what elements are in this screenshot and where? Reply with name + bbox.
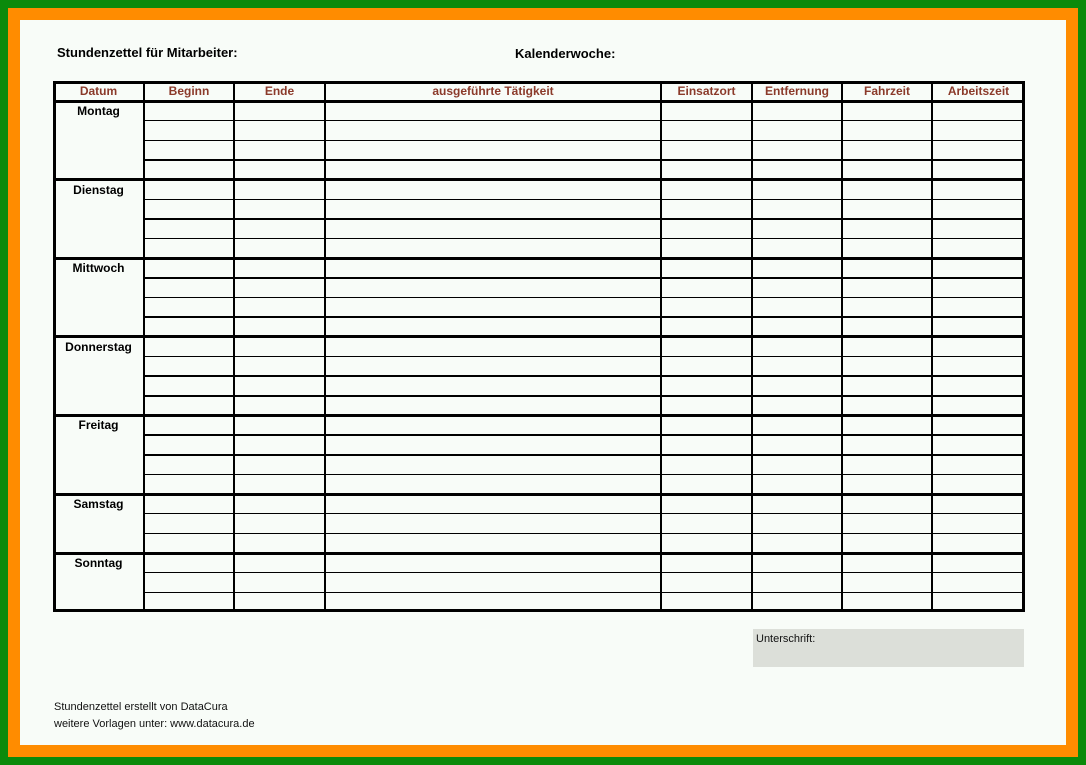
table-cell[interactable] bbox=[934, 555, 1023, 571]
table-cell[interactable] bbox=[754, 398, 840, 414]
table-cell[interactable] bbox=[236, 594, 323, 610]
timesheet-page bbox=[20, 20, 1066, 745]
table-cell[interactable] bbox=[236, 378, 323, 394]
table-cell[interactable] bbox=[663, 319, 750, 335]
table-cell[interactable] bbox=[236, 535, 323, 551]
table-cell[interactable] bbox=[663, 378, 750, 394]
table-cell[interactable] bbox=[236, 103, 323, 119]
table-cell[interactable] bbox=[844, 516, 930, 532]
table-cell[interactable] bbox=[146, 319, 232, 335]
table-cell[interactable] bbox=[236, 359, 323, 375]
table-cell[interactable] bbox=[146, 496, 232, 512]
table-cell[interactable] bbox=[754, 103, 840, 119]
table-cell[interactable] bbox=[663, 476, 750, 492]
table-cell[interactable] bbox=[844, 398, 930, 414]
table-cell[interactable] bbox=[327, 575, 659, 591]
table-cell[interactable] bbox=[236, 496, 323, 512]
table-cell[interactable] bbox=[754, 516, 840, 532]
row-divider bbox=[144, 474, 1025, 476]
row-divider bbox=[144, 592, 1025, 594]
column-divider bbox=[53, 81, 56, 612]
table-cell[interactable] bbox=[754, 260, 840, 276]
table-cell[interactable] bbox=[754, 555, 840, 571]
row-divider bbox=[144, 375, 1025, 377]
table-cell[interactable] bbox=[327, 476, 659, 492]
table-cell[interactable] bbox=[934, 457, 1023, 473]
table-cell[interactable] bbox=[934, 280, 1023, 296]
calendar-week-label: Kalenderwoche: bbox=[515, 46, 616, 61]
table-cell[interactable] bbox=[236, 182, 323, 198]
table-cell[interactable] bbox=[754, 437, 840, 453]
day-label-samstag: Samstag bbox=[73, 497, 124, 512]
day-label-sonntag: Sonntag bbox=[74, 556, 123, 571]
table-cell[interactable] bbox=[663, 457, 750, 473]
table-cell[interactable] bbox=[146, 398, 232, 414]
day-label-montag: Montag bbox=[77, 104, 120, 118]
row-divider bbox=[144, 199, 1025, 201]
table-cell[interactable] bbox=[146, 437, 232, 453]
timesheet-table bbox=[53, 81, 1025, 612]
table-cell[interactable] bbox=[146, 162, 232, 178]
table-cell[interactable] bbox=[327, 417, 659, 433]
day-label-donnerstag: Donnerstag bbox=[65, 339, 132, 354]
table-cell[interactable] bbox=[844, 182, 930, 198]
column-divider bbox=[143, 81, 145, 612]
table-cell[interactable] bbox=[663, 201, 750, 217]
table-cell[interactable] bbox=[844, 359, 930, 375]
table-cell[interactable] bbox=[844, 476, 930, 492]
table-cell[interactable] bbox=[236, 555, 323, 571]
table-cell[interactable] bbox=[844, 496, 930, 512]
table-cell[interactable] bbox=[934, 535, 1023, 551]
table-cell[interactable] bbox=[327, 457, 659, 473]
table-cell[interactable] bbox=[327, 378, 659, 394]
table-cell[interactable] bbox=[663, 103, 750, 119]
table-cell[interactable] bbox=[844, 457, 930, 473]
table-cell[interactable] bbox=[146, 555, 232, 571]
table-cell[interactable] bbox=[327, 359, 659, 375]
table-cell[interactable] bbox=[934, 594, 1023, 610]
table-cell[interactable] bbox=[663, 339, 750, 355]
table-cell[interactable] bbox=[327, 182, 659, 198]
table-cell[interactable] bbox=[327, 535, 659, 551]
table-cell[interactable] bbox=[844, 221, 930, 237]
table-cell[interactable] bbox=[663, 398, 750, 414]
column-header-fahrzeit: Fahrzeit bbox=[863, 84, 910, 98]
table-cell[interactable] bbox=[327, 123, 659, 139]
table-cell[interactable] bbox=[754, 280, 840, 296]
table-cell[interactable] bbox=[844, 201, 930, 217]
signature-field[interactable] bbox=[753, 629, 1024, 667]
table-cell[interactable] bbox=[663, 594, 750, 610]
table-cell[interactable] bbox=[934, 241, 1023, 257]
table-cell[interactable] bbox=[146, 241, 232, 257]
row-divider bbox=[144, 454, 1025, 456]
table-cell[interactable] bbox=[754, 575, 840, 591]
table-cell[interactable] bbox=[146, 201, 232, 217]
table-cell[interactable] bbox=[663, 221, 750, 237]
table-cell[interactable] bbox=[327, 496, 659, 512]
row-divider bbox=[144, 218, 1025, 220]
column-divider bbox=[233, 81, 235, 612]
table-cell[interactable] bbox=[663, 142, 750, 158]
table-cell[interactable] bbox=[146, 142, 232, 158]
table-cell[interactable] bbox=[844, 260, 930, 276]
table-cell[interactable] bbox=[934, 359, 1023, 375]
table-cell[interactable] bbox=[663, 535, 750, 551]
table-cell[interactable] bbox=[146, 417, 232, 433]
table-cell[interactable] bbox=[934, 417, 1023, 433]
table-cell[interactable] bbox=[663, 555, 750, 571]
table-cell[interactable] bbox=[236, 201, 323, 217]
table-cell[interactable] bbox=[663, 162, 750, 178]
footer-credit: Stundenzettel erstellt von DataCura bbox=[54, 701, 228, 713]
table-cell[interactable] bbox=[934, 378, 1023, 394]
table-cell[interactable] bbox=[663, 575, 750, 591]
table-cell[interactable] bbox=[236, 142, 323, 158]
table-cell[interactable] bbox=[663, 359, 750, 375]
table-cell[interactable] bbox=[236, 162, 323, 178]
table-cell[interactable] bbox=[327, 339, 659, 355]
table-cell[interactable] bbox=[844, 103, 930, 119]
table-cell[interactable] bbox=[934, 260, 1023, 276]
day-label-freitag: Freitag bbox=[78, 418, 119, 433]
table-cell[interactable] bbox=[754, 182, 840, 198]
column-divider bbox=[931, 81, 933, 612]
column-divider bbox=[751, 81, 753, 612]
table-cell[interactable] bbox=[663, 182, 750, 198]
table-cell[interactable] bbox=[327, 300, 659, 316]
table-cell[interactable] bbox=[327, 280, 659, 296]
table-cell[interactable] bbox=[236, 221, 323, 237]
table-cell[interactable] bbox=[844, 437, 930, 453]
table-cell[interactable] bbox=[844, 378, 930, 394]
table-cell[interactable] bbox=[844, 417, 930, 433]
table-cell[interactable] bbox=[934, 476, 1023, 492]
column-header-ausgeführte-tätigkeit: ausgeführte Tätigkeit bbox=[432, 84, 554, 98]
row-divider bbox=[144, 533, 1025, 535]
table-cell[interactable] bbox=[327, 162, 659, 178]
table-cell[interactable] bbox=[146, 300, 232, 316]
table-cell[interactable] bbox=[754, 142, 840, 158]
table-cell[interactable] bbox=[844, 339, 930, 355]
table-cell[interactable] bbox=[934, 300, 1023, 316]
footer-more-templates: weitere Vorlagen unter: www.datacura.de bbox=[54, 718, 255, 730]
table-cell[interactable] bbox=[236, 437, 323, 453]
table-cell[interactable] bbox=[934, 516, 1023, 532]
column-divider bbox=[1022, 81, 1025, 612]
table-cell[interactable] bbox=[754, 359, 840, 375]
table-cell[interactable] bbox=[754, 123, 840, 139]
table-cell[interactable] bbox=[663, 516, 750, 532]
table-cell[interactable] bbox=[236, 280, 323, 296]
table-cell[interactable] bbox=[663, 123, 750, 139]
table-cell[interactable] bbox=[146, 359, 232, 375]
row-divider bbox=[144, 159, 1025, 161]
table-cell[interactable] bbox=[754, 221, 840, 237]
table-cell[interactable] bbox=[844, 162, 930, 178]
table-cell[interactable] bbox=[934, 182, 1023, 198]
table-cell[interactable] bbox=[934, 103, 1023, 119]
row-divider bbox=[144, 238, 1025, 240]
table-cell[interactable] bbox=[236, 123, 323, 139]
column-divider bbox=[841, 81, 843, 612]
table-cell[interactable] bbox=[146, 535, 232, 551]
table-cell[interactable] bbox=[327, 319, 659, 335]
table-cell[interactable] bbox=[146, 280, 232, 296]
column-header-beginn: Beginn bbox=[168, 84, 210, 98]
table-cell[interactable] bbox=[146, 575, 232, 591]
row-divider bbox=[144, 356, 1025, 358]
row-divider bbox=[144, 297, 1025, 299]
table-cell[interactable] bbox=[663, 280, 750, 296]
table-cell[interactable] bbox=[327, 437, 659, 453]
table-cell[interactable] bbox=[844, 594, 930, 610]
column-header-datum: Datum bbox=[79, 84, 118, 98]
table-cell[interactable] bbox=[236, 476, 323, 492]
employee-label: Stundenzettel für Mitarbeiter: bbox=[57, 45, 238, 60]
table-cell[interactable] bbox=[663, 437, 750, 453]
column-header-einsatzort: Einsatzort bbox=[677, 84, 736, 98]
table-cell[interactable] bbox=[236, 575, 323, 591]
table-cell[interactable] bbox=[236, 339, 323, 355]
table-cell[interactable] bbox=[236, 300, 323, 316]
day-divider bbox=[53, 609, 1025, 612]
table-cell[interactable] bbox=[146, 103, 232, 119]
table-cell[interactable] bbox=[934, 437, 1023, 453]
table-cell[interactable] bbox=[754, 378, 840, 394]
table-cell[interactable] bbox=[754, 417, 840, 433]
table-cell[interactable] bbox=[663, 300, 750, 316]
column-header-entfernung: Entfernung bbox=[765, 84, 829, 98]
table-cell[interactable] bbox=[754, 476, 840, 492]
column-header-ende: Ende bbox=[264, 84, 295, 98]
table-cell[interactable] bbox=[146, 476, 232, 492]
table-cell[interactable] bbox=[327, 103, 659, 119]
row-divider bbox=[144, 140, 1025, 142]
row-divider bbox=[144, 277, 1025, 279]
table-cell[interactable] bbox=[327, 398, 659, 414]
table-cell[interactable] bbox=[844, 319, 930, 335]
column-divider bbox=[660, 81, 662, 612]
table-cell[interactable] bbox=[663, 417, 750, 433]
table-cell[interactable] bbox=[327, 221, 659, 237]
table-cell[interactable] bbox=[754, 594, 840, 610]
table-cell[interactable] bbox=[754, 339, 840, 355]
table-cell[interactable] bbox=[844, 241, 930, 257]
table-cell[interactable] bbox=[844, 535, 930, 551]
table-cell[interactable] bbox=[934, 123, 1023, 139]
table-cell[interactable] bbox=[146, 221, 232, 237]
row-divider bbox=[144, 434, 1025, 436]
table-cell[interactable] bbox=[934, 221, 1023, 237]
table-cell[interactable] bbox=[844, 575, 930, 591]
table-cell[interactable] bbox=[327, 555, 659, 571]
table-cell[interactable] bbox=[327, 142, 659, 158]
row-divider bbox=[144, 316, 1025, 318]
row-divider bbox=[144, 395, 1025, 397]
table-cell[interactable] bbox=[146, 516, 232, 532]
table-cell[interactable] bbox=[754, 319, 840, 335]
column-divider bbox=[324, 81, 326, 612]
table-cell[interactable] bbox=[327, 594, 659, 610]
row-divider bbox=[144, 513, 1025, 515]
table-cell[interactable] bbox=[236, 260, 323, 276]
table-cell[interactable] bbox=[844, 300, 930, 316]
table-cell[interactable] bbox=[327, 201, 659, 217]
table-cell[interactable] bbox=[754, 457, 840, 473]
table-cell[interactable] bbox=[663, 241, 750, 257]
table-cell[interactable] bbox=[844, 142, 930, 158]
table-cell[interactable] bbox=[146, 594, 232, 610]
table-cell[interactable] bbox=[934, 496, 1023, 512]
table-cell[interactable] bbox=[934, 398, 1023, 414]
table-cell[interactable] bbox=[236, 417, 323, 433]
table-cell[interactable] bbox=[754, 535, 840, 551]
table-cell[interactable] bbox=[146, 457, 232, 473]
table-cell[interactable] bbox=[754, 300, 840, 316]
day-label-mittwoch: Mittwoch bbox=[72, 261, 125, 276]
table-cell[interactable] bbox=[844, 123, 930, 139]
row-divider bbox=[144, 572, 1025, 574]
table-cell[interactable] bbox=[754, 241, 840, 257]
table-cell[interactable] bbox=[844, 555, 930, 571]
table-cell[interactable] bbox=[146, 182, 232, 198]
table-cell[interactable] bbox=[146, 260, 232, 276]
table-cell[interactable] bbox=[327, 516, 659, 532]
table-cell[interactable] bbox=[934, 339, 1023, 355]
row-divider bbox=[144, 120, 1025, 122]
table-cell[interactable] bbox=[934, 201, 1023, 217]
table-top-border bbox=[53, 81, 1025, 84]
table-cell[interactable] bbox=[236, 398, 323, 414]
table-cell[interactable] bbox=[754, 162, 840, 178]
table-cell[interactable] bbox=[663, 496, 750, 512]
table-cell[interactable] bbox=[236, 241, 323, 257]
table-cell[interactable] bbox=[236, 516, 323, 532]
table-cell[interactable] bbox=[236, 319, 323, 335]
day-label-dienstag: Dienstag bbox=[73, 182, 124, 197]
table-cell[interactable] bbox=[146, 339, 232, 355]
table-cell[interactable] bbox=[327, 260, 659, 276]
table-cell[interactable] bbox=[754, 201, 840, 217]
table-cell[interactable] bbox=[844, 280, 930, 296]
column-header-arbeitszeit: Arbeitszeit bbox=[947, 84, 1010, 98]
table-cell[interactable] bbox=[934, 162, 1023, 178]
table-cell[interactable] bbox=[146, 123, 232, 139]
signature-label: Unterschrift: bbox=[756, 633, 816, 645]
table-cell[interactable] bbox=[934, 142, 1023, 158]
table-cell[interactable] bbox=[146, 378, 232, 394]
table-cell[interactable] bbox=[934, 319, 1023, 335]
table-cell[interactable] bbox=[236, 457, 323, 473]
table-cell[interactable] bbox=[754, 496, 840, 512]
table-cell[interactable] bbox=[327, 241, 659, 257]
table-cell[interactable] bbox=[934, 575, 1023, 591]
table-cell[interactable] bbox=[663, 260, 750, 276]
